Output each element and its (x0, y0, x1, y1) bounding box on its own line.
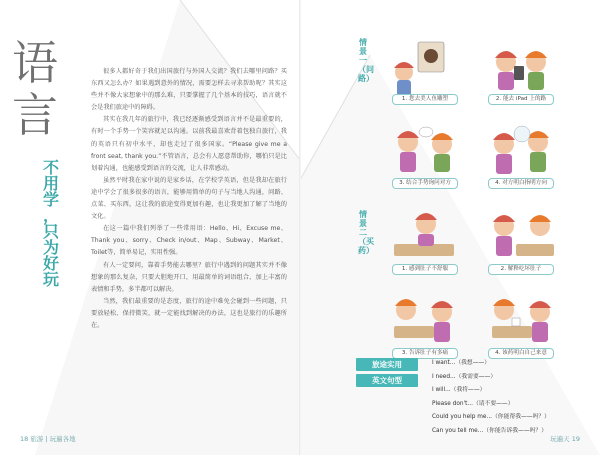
panel-caption: 1. 感到肚子不舒服 (392, 264, 458, 275)
subtitle-vertical (43, 160, 61, 288)
panel-caption: 4. 对方明白指明方向 (488, 178, 554, 189)
vertical-char: 学 (43, 190, 60, 209)
phrase-item: I will...（我将——） (432, 387, 486, 394)
paragraph: 很多人都好奇于我们出国旅行与外国人交流？我们去哪里问路？买东西又怎么办？如果遇到意外的情况，需要怎样去寻求帮助呢？其实这些并不像大家想象中的那么难，只要掌握了几个基本的技巧，语言就不会是我们旅途中的障碍。 (91, 68, 287, 112)
comic-panel (484, 36, 556, 108)
vertical-char: 只 (43, 222, 60, 241)
vertical-char: （ (358, 237, 366, 246)
comic-panel (484, 290, 556, 362)
comic-panel (388, 206, 460, 278)
paragraph: 虽然平时我在家中说的是家乡话，在学校学英语，但是我却在旅行途中学会了很多很多的语言，能够用简单的句子与当地人沟通，问路、点菜、买东西，这让我的旅途变得更加有趣，也让我更加了解了当地的文化。 (91, 176, 287, 221)
comic-panel (388, 290, 460, 362)
vertical-char: ） (366, 74, 374, 83)
paragraph: 其实在我几年的旅行中，我已经逐渐感受到语言并不是最重要的，有时一个手势一个笑容就足以沟通。以前我最喜欢背着包独自旅行，我的英语只有初中水平，却也走过了很多国家。“Please give me a front seat, thank you.”不管语言，总会有人愿意帮助你，哪怕只是比划着沟通，也能感受到语言的交流，让人非常感动。 (91, 116, 287, 172)
paragraph: 有人一定要问，靠着手势能去哪里？旅行中遇到的问题其实并不像想象的那么复杂，只要大胆地开口，用最简单的词语组合，加上丰富的表情和手势，多半都可以解决。 (91, 261, 287, 293)
vertical-char: 玩 (43, 270, 60, 289)
comic-panel (484, 120, 556, 192)
phrase-list (432, 357, 582, 439)
vertical-char: 情 (359, 38, 367, 47)
phrases-box-line2: 英文句型 (356, 374, 418, 387)
vertical-char: （ (358, 65, 366, 74)
article-body (91, 66, 287, 332)
title-char-2: 言 (12, 88, 58, 142)
panel-caption: 3. 结合手势询问对方 (392, 178, 458, 189)
vertical-char: 一 (359, 56, 367, 65)
title-char-1: 语 (12, 36, 58, 90)
vertical-char: 二 (359, 228, 367, 237)
vertical-char: 药 (358, 246, 366, 255)
paragraph: 在这一篇中我们列举了一些常用语：Hello、Hi、Excuse me、Thank you、sorry、Check in/out、Map、Subway、Market、Toilet等，简单易记，实用性强。 (91, 225, 287, 257)
vertical-char: 买 (366, 237, 374, 246)
comic-panel (388, 36, 460, 108)
phrases-box-line1: 旅途实用 (356, 358, 418, 371)
phrase-item: Please don't...（请不要——） (432, 400, 514, 407)
vertical-char: 问 (366, 65, 374, 74)
vertical-char: 景 (359, 219, 367, 228)
comic-panel (484, 206, 556, 278)
panel-caption: 2. 能去 iPad 上的路 (488, 94, 554, 105)
vertical-char: 情 (359, 210, 367, 219)
vertical-char: 景 (359, 47, 367, 56)
page-gutter (299, 0, 301, 455)
phrase-item: Could you help me...（你能帮我——吗？） (432, 414, 550, 421)
vertical-char: 不 (43, 158, 60, 177)
vertical-char: 用 (43, 174, 60, 193)
vertical-char: 为 (43, 238, 60, 257)
panel-caption: 4. 该药明白自己来意 (488, 348, 554, 359)
vertical-char: 好 (43, 254, 60, 273)
panel-caption: 1. 您去美人鱼雕塑 (392, 94, 458, 105)
vertical-char: 路 (358, 74, 366, 83)
vertical-char: ） (366, 246, 374, 255)
page-folio-left: 18 旅游 | 玩遍各地 (20, 435, 76, 443)
vertical-char: ， (43, 206, 60, 225)
panel-caption: 2. 解释吃坏肚子 (488, 264, 554, 275)
phrase-item: Can you tell me...（你能告诉我——吗？） (432, 427, 548, 434)
phrase-item: I need...（我需要——） (432, 373, 497, 380)
paragraph: 当然，我们最重要的是态度，旅行的途中难免会碰到一些问题，只要放轻松、保持微笑，就一定能找到解决的办法，这也是旅行的乐趣所在。 (91, 297, 287, 329)
panel-caption: 3. 告诉肚子有多痛 (392, 348, 458, 359)
phrase-item: I want...（我想——） (432, 360, 491, 366)
page-folio-right: 玩遍天 19 (550, 435, 580, 443)
scene1-label (358, 38, 374, 83)
comic-panel (388, 120, 460, 192)
scene2-label (358, 210, 374, 255)
